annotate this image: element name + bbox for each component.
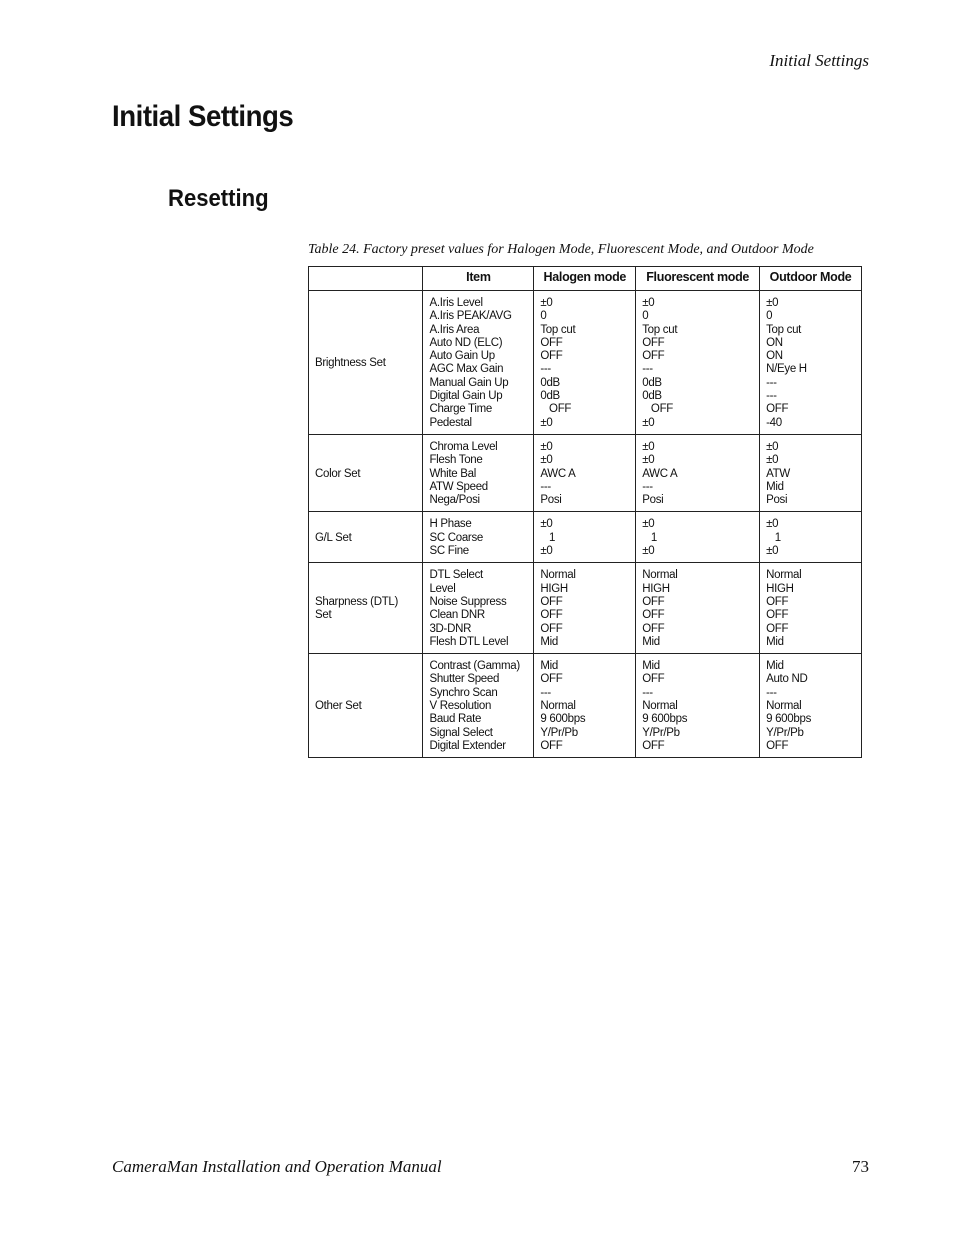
- cell-value: 0: [642, 310, 649, 323]
- cell-value: OFF: [642, 739, 665, 752]
- cell-value: Normal: [642, 569, 678, 582]
- cell-value: ---: [766, 376, 777, 389]
- cell-value: OFF: [642, 350, 665, 363]
- cell-value: ±0: [766, 297, 779, 309]
- cell-value: ±0: [540, 454, 553, 467]
- cell-value: Manual Gain Up: [429, 376, 509, 389]
- footer-manual-title: CameraMan Installation and Operation Manual: [112, 1157, 442, 1176]
- group-name-cell: Sharpness (DTL) Set: [309, 563, 423, 654]
- cell-value: ---: [540, 480, 551, 493]
- cell-value: OFF: [642, 622, 665, 635]
- outdoor-cell: [760, 291, 862, 435]
- cell-value: 1: [642, 531, 658, 544]
- halogen-cell: [534, 291, 636, 435]
- cell-value: HIGH: [766, 582, 794, 595]
- cell-value: OFF: [642, 595, 665, 608]
- cell-value: ±0: [642, 454, 655, 467]
- cell-value: Posi: [642, 494, 664, 507]
- table-row: [309, 434, 862, 511]
- page-title: Initial Settings: [112, 100, 294, 133]
- cell-value: Auto ND: [766, 673, 808, 686]
- cell-value: 9 600bps: [642, 713, 688, 726]
- cell-value: OFF: [766, 622, 789, 635]
- cell-value: ±0: [642, 545, 655, 558]
- cell-value: 1: [540, 531, 556, 544]
- cell-value: A.Iris Level: [429, 297, 483, 309]
- item-cell: [423, 563, 534, 654]
- cell-value: Top cut: [540, 323, 576, 336]
- cell-value: Nega/Posi: [429, 494, 480, 507]
- outdoor-cell: [760, 434, 862, 511]
- cell-value: Normal: [642, 700, 678, 713]
- cell-value: Posi: [766, 494, 788, 507]
- cell-value: OFF: [642, 336, 665, 349]
- fluorescent-cell: [636, 291, 760, 435]
- cell-value: Synchro Scan: [429, 686, 498, 699]
- halogen-cell: [534, 563, 636, 654]
- cell-value: OFF: [766, 595, 789, 608]
- cell-value: 1: [766, 531, 781, 544]
- section-title: Resetting: [168, 185, 269, 212]
- cell-value: 0dB: [540, 376, 560, 389]
- table-row: [309, 291, 862, 435]
- cell-value: OFF: [540, 739, 563, 752]
- cell-value: Baud Rate: [429, 713, 482, 726]
- cell-value: OFF: [766, 609, 789, 622]
- cell-value: Y/Pr/Pb: [766, 726, 804, 739]
- cell-value: OFF: [766, 403, 789, 416]
- table-row: [309, 563, 862, 654]
- outdoor-cell: [760, 563, 862, 654]
- cell-value: Charge Time: [429, 403, 492, 416]
- group-name-cell: Other Set: [309, 654, 423, 758]
- table-body: [309, 291, 862, 758]
- cell-value: ---: [642, 686, 653, 699]
- cell-value: OFF: [642, 673, 665, 686]
- cell-value: Clean DNR: [429, 609, 485, 622]
- fluorescent-cell: [636, 434, 760, 511]
- cell-value: ---: [642, 480, 653, 493]
- cell-value: Mid: [642, 635, 660, 648]
- item-cell: [423, 434, 534, 511]
- cell-value: ±0: [540, 416, 553, 429]
- column-header-item: Item: [423, 267, 534, 291]
- cell-value: ±0: [540, 297, 553, 309]
- cell-value: ±0: [642, 440, 655, 453]
- cell-value: Top cut: [642, 323, 678, 336]
- cell-value: Mid: [766, 480, 784, 493]
- cell-value: N/Eye H: [766, 363, 807, 376]
- halogen-cell: [534, 654, 636, 758]
- cell-value: Top cut: [766, 323, 802, 336]
- cell-value: ATW Speed: [429, 480, 488, 493]
- cell-value: OFF: [766, 739, 789, 752]
- cell-value: Normal: [540, 569, 576, 582]
- cell-value: Noise Suppress: [429, 595, 507, 608]
- fluorescent-cell: [636, 654, 760, 758]
- cell-value: Digital Extender: [429, 739, 506, 752]
- cell-value: 0: [540, 310, 547, 323]
- group-name-cell: G/L Set: [309, 512, 423, 563]
- column-header-group: [309, 267, 423, 291]
- cell-value: Mid: [766, 660, 784, 673]
- cell-value: -40: [766, 416, 782, 429]
- factory-preset-table: [308, 266, 862, 758]
- cell-value: ±0: [540, 545, 553, 558]
- cell-value: Shutter Speed: [429, 673, 500, 686]
- cell-value: Y/Pr/Pb: [540, 726, 578, 739]
- cell-value: ON: [766, 336, 783, 349]
- cell-value: DTL Select: [429, 569, 483, 582]
- table-row: [309, 654, 862, 758]
- cell-value: Auto Gain Up: [429, 350, 495, 363]
- cell-value: ---: [766, 390, 777, 403]
- cell-value: ±0: [642, 416, 655, 429]
- cell-value: 3D-DNR: [429, 622, 472, 635]
- group-name-cell: Color Set: [309, 434, 423, 511]
- cell-value: AWC A: [642, 467, 678, 480]
- cell-value: Flesh Tone: [429, 454, 483, 467]
- cell-value: OFF: [540, 622, 563, 635]
- table-caption: Table 24. Factory preset values for Halogen Mode, Fluorescent Mode, and Outdoor Mode: [308, 242, 814, 257]
- cell-value: Normal: [766, 700, 802, 713]
- cell-value: ±0: [642, 297, 655, 309]
- cell-value: ±0: [766, 440, 779, 453]
- column-header-fluorescent: Fluorescent mode: [636, 267, 760, 291]
- cell-value: ±0: [766, 454, 779, 467]
- cell-value: Chroma Level: [429, 440, 498, 453]
- cell-value: SC Coarse: [429, 531, 483, 544]
- cell-value: Mid: [642, 660, 660, 673]
- cell-value: 9 600bps: [540, 713, 586, 726]
- table-header-row: [309, 267, 862, 291]
- table-row: [309, 512, 862, 563]
- cell-value: Mid: [540, 635, 558, 648]
- column-header-halogen: Halogen mode: [534, 267, 636, 291]
- cell-value: OFF: [540, 673, 563, 686]
- cell-value: OFF: [540, 595, 563, 608]
- cell-value: HIGH: [540, 582, 568, 595]
- cell-value: ---: [540, 363, 551, 376]
- cell-value: ±0: [766, 545, 779, 558]
- cell-value: Pedestal: [429, 416, 472, 429]
- item-cell: [423, 512, 534, 563]
- cell-value: OFF: [642, 609, 665, 622]
- cell-value: HIGH: [642, 582, 670, 595]
- cell-value: ±0: [540, 440, 553, 453]
- cell-value: Digital Gain Up: [429, 390, 503, 403]
- cell-value: ±0: [642, 518, 655, 531]
- column-header-outdoor: Outdoor Mode: [760, 267, 862, 291]
- cell-value: SC Fine: [429, 545, 469, 558]
- group-name-cell: Brightness Set: [309, 291, 423, 435]
- cell-value: A.Iris Area: [429, 323, 480, 336]
- cell-value: OFF: [540, 609, 563, 622]
- cell-value: ATW: [766, 467, 790, 480]
- cell-value: Level: [429, 582, 456, 595]
- cell-value: Mid: [766, 635, 784, 648]
- cell-value: ±0: [766, 518, 779, 531]
- cell-value: ON: [766, 350, 783, 363]
- cell-value: OFF: [540, 336, 563, 349]
- item-cell: [423, 654, 534, 758]
- halogen-cell: [534, 512, 636, 563]
- cell-value: Contrast (Gamma): [429, 660, 520, 673]
- cell-value: ---: [642, 363, 653, 376]
- cell-value: White Bal: [429, 467, 476, 480]
- cell-value: Auto ND (ELC): [429, 336, 503, 349]
- cell-value: Signal Select: [429, 726, 493, 739]
- item-cell: [423, 291, 534, 435]
- cell-value: OFF: [642, 403, 674, 416]
- outdoor-cell: [760, 654, 862, 758]
- cell-value: Mid: [540, 660, 558, 673]
- cell-value: A.Iris PEAK/AVG: [429, 310, 512, 323]
- cell-value: AWC A: [540, 467, 576, 480]
- cell-value: ---: [766, 686, 777, 699]
- outdoor-cell: [760, 512, 862, 563]
- cell-value: Normal: [540, 700, 576, 713]
- cell-value: Flesh DTL Level: [429, 635, 509, 648]
- cell-value: 0dB: [540, 390, 560, 403]
- cell-value: AGC Max Gain: [429, 363, 504, 376]
- running-header: Initial Settings: [769, 51, 869, 70]
- cell-value: ±0: [540, 518, 553, 531]
- cell-value: 0dB: [642, 376, 662, 389]
- cell-value: 0dB: [642, 390, 662, 403]
- cell-value: H Phase: [429, 518, 472, 531]
- fluorescent-cell: [636, 563, 760, 654]
- cell-value: 9 600bps: [766, 713, 812, 726]
- footer-page-number: 73: [852, 1157, 869, 1176]
- fluorescent-cell: [636, 512, 760, 563]
- cell-value: 0: [766, 310, 773, 323]
- cell-value: V Resolution: [429, 700, 492, 713]
- cell-value: Normal: [766, 569, 802, 582]
- cell-value: Posi: [540, 494, 562, 507]
- cell-value: OFF: [540, 350, 563, 363]
- cell-value: ---: [540, 686, 551, 699]
- cell-value: Y/Pr/Pb: [642, 726, 680, 739]
- halogen-cell: [534, 434, 636, 511]
- cell-value: OFF: [540, 403, 572, 416]
